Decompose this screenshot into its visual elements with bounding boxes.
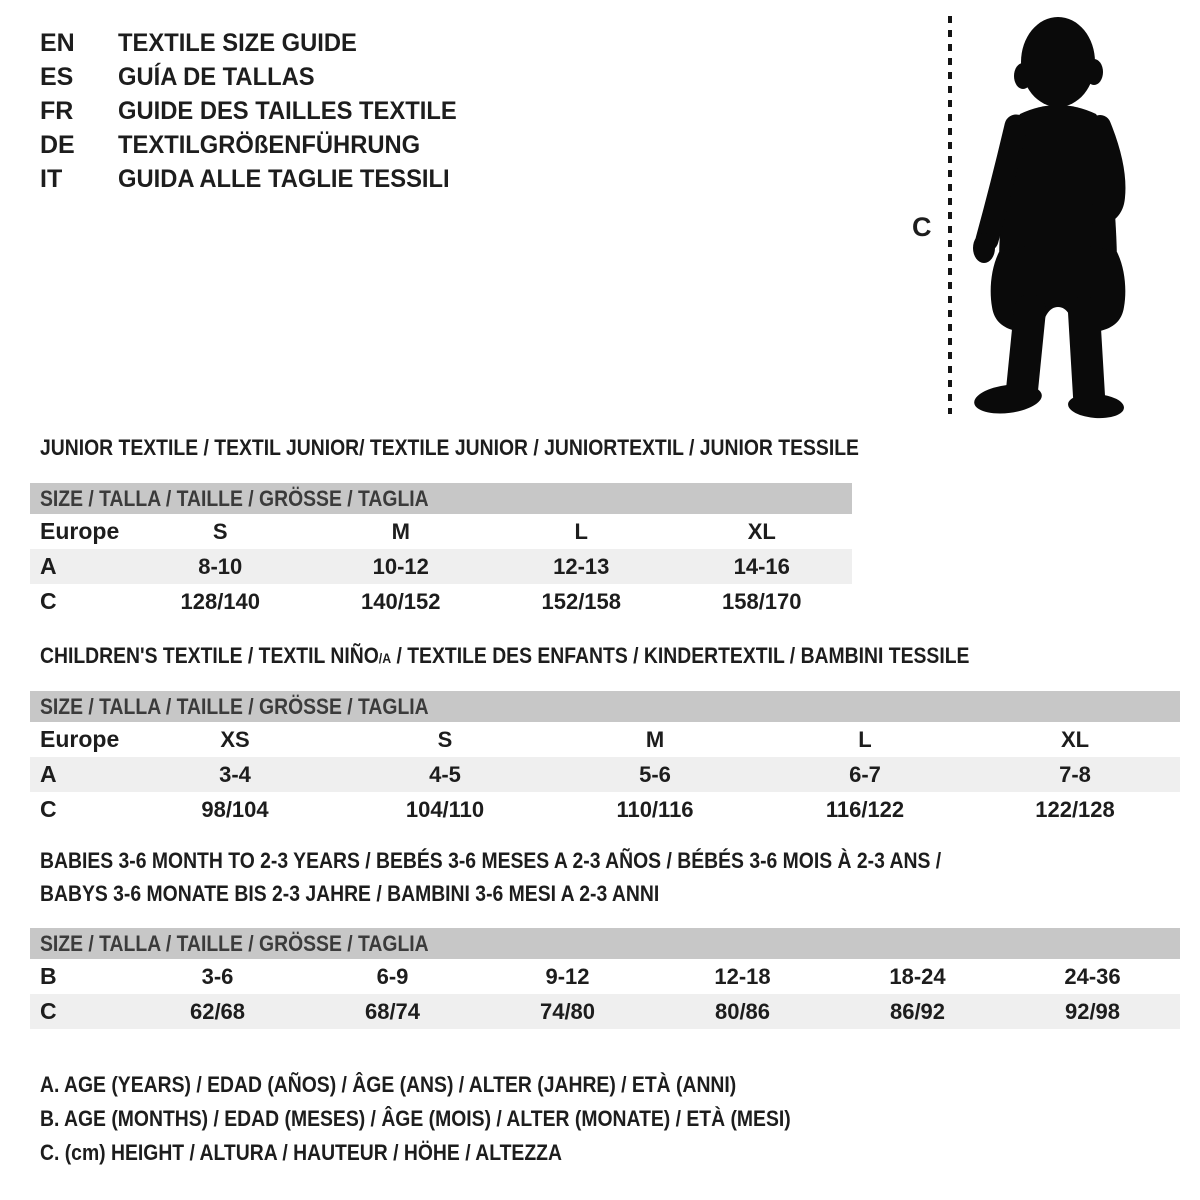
size-value-cell: 92/98 bbox=[1064, 999, 1121, 1024]
table-row-c bbox=[30, 792, 1180, 827]
size-value-cell: XL bbox=[747, 519, 776, 544]
language-code: IT bbox=[40, 165, 63, 193]
size-value-cell: M bbox=[391, 519, 410, 544]
measure-c-label: C bbox=[912, 212, 932, 242]
guide-title-translation: TEXTILGRÖßENFÜHRUNG bbox=[118, 131, 421, 159]
language-code: FR bbox=[40, 97, 74, 125]
junior-size-table bbox=[30, 483, 852, 619]
children-title-suffix: / TEXTILE DES ENFANTS / KINDERTEXTIL / BAMBINI TESSILE bbox=[391, 643, 970, 668]
row-label: C bbox=[40, 796, 57, 822]
size-value-cell: 104/110 bbox=[405, 797, 485, 822]
size-value-cell: L bbox=[858, 727, 872, 752]
language-row-es bbox=[40, 60, 475, 94]
legend-line-c bbox=[40, 1140, 633, 1166]
children-title-sub: /A bbox=[378, 650, 392, 666]
language-code: EN bbox=[40, 29, 75, 57]
row-label: Europe bbox=[40, 726, 120, 752]
size-value-cell: S bbox=[212, 519, 228, 544]
language-code: DE bbox=[40, 131, 75, 159]
size-value-cell: 3-4 bbox=[219, 762, 251, 787]
guide-title-translation: GUIDA ALLE TAGLIE TESSILI bbox=[118, 165, 450, 193]
babies-table-title-line2 bbox=[40, 881, 744, 907]
size-value-cell: S bbox=[437, 727, 453, 752]
size-value-cell: 5-6 bbox=[639, 762, 671, 787]
guide-title-translation: TEXTILE SIZE GUIDE bbox=[118, 29, 357, 57]
table-row-c bbox=[30, 994, 1180, 1029]
junior-table-title-text: JUNIOR TEXTILE / TEXTIL JUNIOR/ TEXTILE JUNIOR / JUNIORTEXTIL / JUNIOR TESSILE bbox=[40, 435, 859, 460]
junior-table-title bbox=[40, 435, 971, 461]
size-value-cell: 6-9 bbox=[376, 964, 409, 989]
table-row-a bbox=[30, 757, 1180, 792]
size-value-cell: L bbox=[574, 519, 588, 544]
language-row-it bbox=[40, 162, 475, 196]
height-measure-dashed-line bbox=[948, 16, 952, 414]
size-value-cell: 110/116 bbox=[616, 797, 694, 822]
children-title-prefix: CHILDREN'S TEXTILE / TEXTIL NIÑO bbox=[40, 643, 379, 668]
size-value-cell: 68/74 bbox=[364, 999, 421, 1024]
size-value-cell: 152/158 bbox=[541, 589, 622, 614]
size-value-cell: 140/152 bbox=[360, 589, 441, 614]
size-value-cell: 158/170 bbox=[721, 589, 802, 614]
table-row-a bbox=[30, 549, 852, 584]
size-value-cell: 7-8 bbox=[1059, 762, 1091, 787]
language-row-en bbox=[40, 26, 475, 60]
size-header-bar bbox=[30, 691, 1180, 722]
row-label: C bbox=[40, 588, 57, 614]
size-value-cell: 116/122 bbox=[825, 797, 905, 822]
size-value-cell: 98/104 bbox=[201, 797, 269, 822]
size-header-text: SIZE / TALLA / TAILLE / GRÖSSE / TAGLIA bbox=[40, 931, 429, 956]
size-value-cell: 12-18 bbox=[714, 964, 771, 989]
legend-line-c-text: C. (cm) HEIGHT / ALTURA / HAUTEUR / HÖHE / ALTEZZA bbox=[40, 1140, 562, 1165]
language-row-fr bbox=[40, 94, 475, 128]
size-value-cell: 62/68 bbox=[189, 999, 246, 1024]
size-value-cell: 10-12 bbox=[372, 554, 429, 579]
row-label: A bbox=[40, 553, 57, 579]
row-label: A bbox=[40, 761, 57, 787]
size-value-cell: 86/92 bbox=[889, 999, 946, 1024]
babies-table-title-line1 bbox=[40, 848, 1064, 874]
legend-line-a-text: A. AGE (YEARS) / EDAD (AÑOS) / ÂGE (ANS) / ALTER (JAHRE) / ETÀ (ANNI) bbox=[40, 1072, 737, 1097]
babies-table-title-line2-text: BABYS 3-6 MONATE BIS 2-3 JAHRE / BAMBINI 3-6 MESI A 2-3 ANNI bbox=[40, 881, 660, 906]
legend-line-b-text: B. AGE (MONTHS) / EDAD (MESES) / ÂGE (MOIS) / ALTER (MONATE) / ETÀ (MESI) bbox=[40, 1106, 791, 1131]
language-title-list bbox=[40, 26, 475, 196]
size-value-cell: 12-13 bbox=[553, 554, 610, 579]
size-value-cell: XS bbox=[220, 727, 250, 752]
size-value-cell: 6-7 bbox=[849, 762, 881, 787]
babies-size-table bbox=[30, 928, 1180, 1029]
size-value-cell: 8-10 bbox=[198, 554, 243, 579]
size-header-bar bbox=[30, 483, 852, 514]
guide-title-translation: GUÍA DE TALLAS bbox=[118, 63, 315, 91]
children-table-title-text bbox=[40, 643, 969, 669]
guide-title-translation: GUIDE DES TAILLES TEXTILE bbox=[118, 97, 457, 125]
size-value-cell: 122/128 bbox=[1035, 797, 1115, 822]
size-value-cell: 14-16 bbox=[733, 554, 790, 579]
row-label: Europe bbox=[40, 518, 120, 544]
language-code: ES bbox=[40, 63, 74, 91]
legend-line-b bbox=[40, 1106, 893, 1132]
size-value-cell: 9-12 bbox=[545, 964, 590, 989]
legend-line-a bbox=[40, 1072, 831, 1098]
row-label: B bbox=[40, 963, 57, 989]
size-value-cell: 24-36 bbox=[1064, 964, 1121, 989]
table-row-b bbox=[30, 959, 1180, 994]
children-size-table bbox=[30, 691, 1180, 827]
language-row-de bbox=[40, 128, 475, 162]
table-row-europe bbox=[30, 514, 852, 549]
size-value-cell: 3-6 bbox=[201, 964, 234, 989]
size-value-cell: 18-24 bbox=[889, 964, 946, 989]
size-value-cell: 128/140 bbox=[180, 589, 261, 614]
size-value-cell: XL bbox=[1060, 727, 1090, 752]
size-header-text: SIZE / TALLA / TAILLE / GRÖSSE / TAGLIA bbox=[40, 486, 429, 511]
babies-table-title-line1-text: BABIES 3-6 MONTH TO 2-3 YEARS / BEBÉS 3-6 MESES A 2-3 AÑOS / BÉBÉS 3-6 MOIS À 2-3 ANS / bbox=[40, 848, 942, 873]
size-header-text: SIZE / TALLA / TAILLE / GRÖSSE / TAGLIA bbox=[40, 694, 429, 719]
toddler-silhouette-icon bbox=[966, 14, 1138, 420]
table-row-europe bbox=[30, 722, 1180, 757]
size-value-cell: 80/86 bbox=[714, 999, 771, 1024]
row-label: C bbox=[40, 998, 57, 1024]
table-row-c bbox=[30, 584, 852, 619]
children-table-title bbox=[40, 643, 1096, 669]
size-header-bar bbox=[30, 928, 1180, 959]
size-value-cell: 4-5 bbox=[429, 762, 461, 787]
size-value-cell: M bbox=[645, 727, 665, 752]
size-value-cell: 74/80 bbox=[539, 999, 596, 1024]
